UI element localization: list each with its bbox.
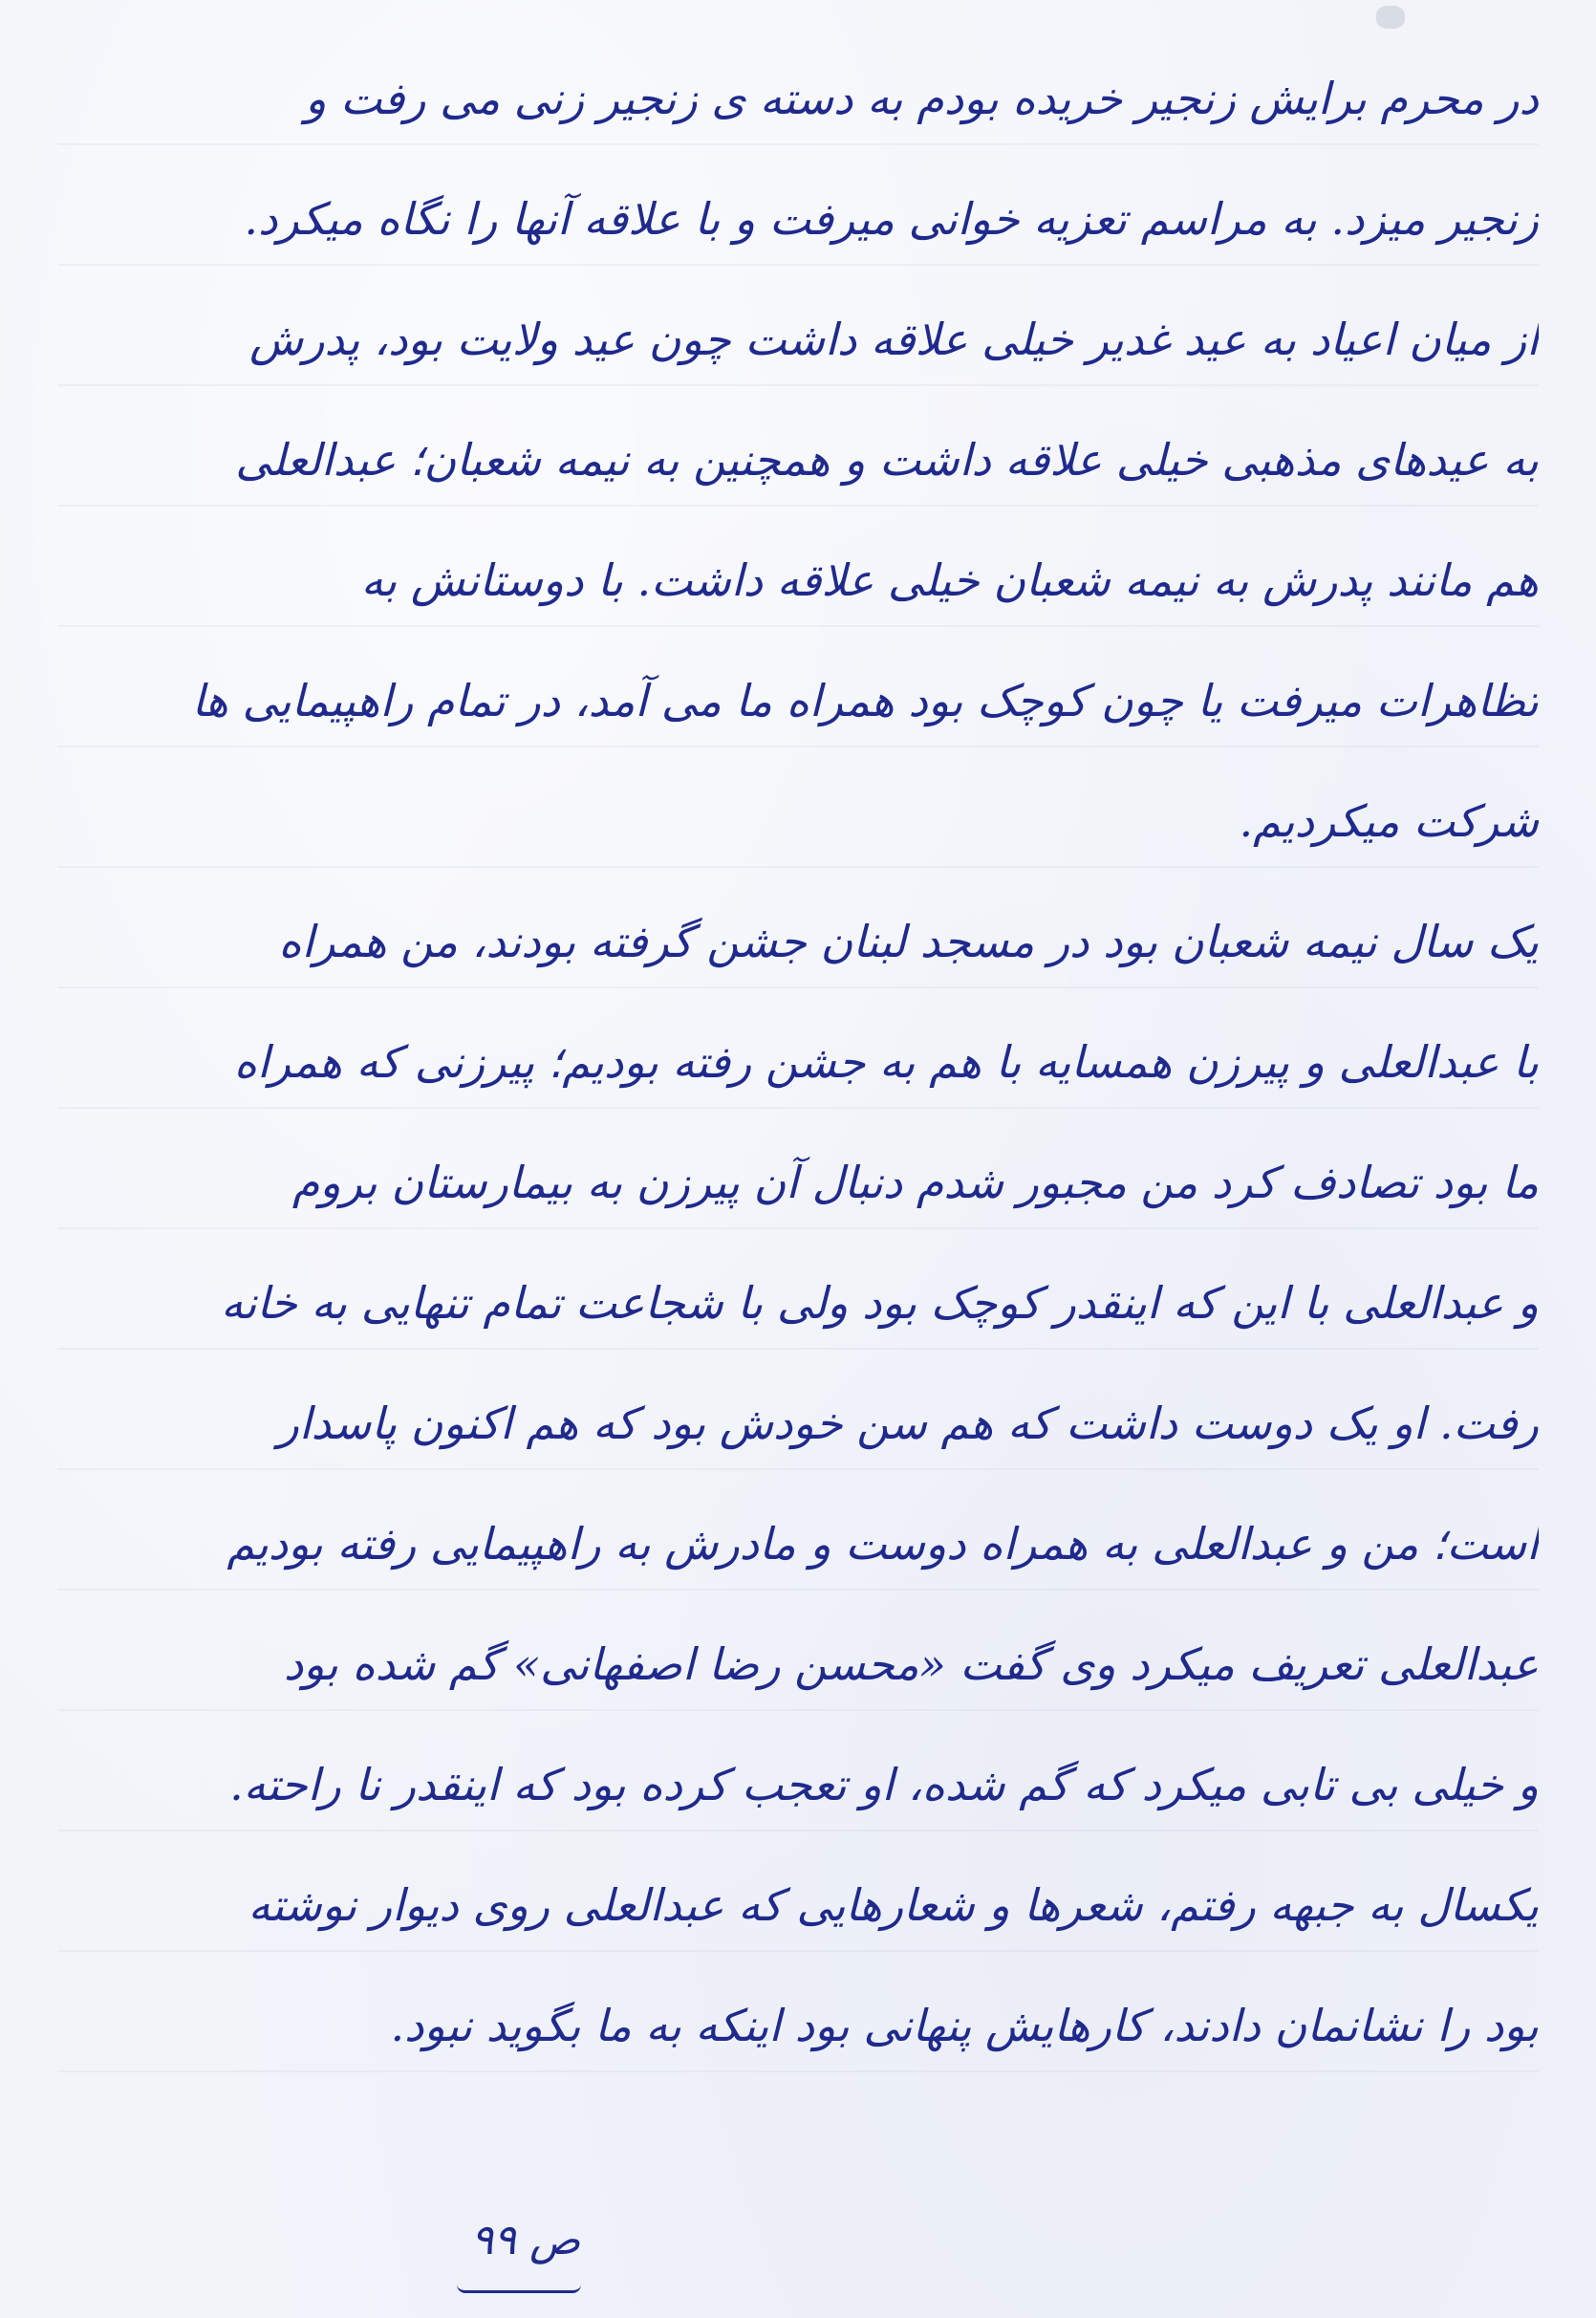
text-line: به عیدهای مذهبی خیلی علاقه داشت و همچنین به نیمه شعبان؛ عبدالعلی xyxy=(235,434,1539,486)
text-line: بود را نشانمان دادند، کارهایش پنهانی بود اینکه به ما بگوید نبود. xyxy=(390,2000,1539,2051)
paper-mark xyxy=(1376,6,1405,29)
text-line: ما بود تصادف کرد من مجبور شدم دنبال آن پیرزن به بیمارستان بروم xyxy=(291,1157,1539,1208)
text-line: و خیلی بی تابی میکرد که گم شده، او تعجب کرده بود که اینقدر نا راحته. xyxy=(229,1759,1539,1810)
text-line: رفت. او یک دوست داشت که هم سن خودش بود که هم اکنون پاسدار xyxy=(277,1397,1539,1449)
text-line: تظاهرات میرفت یا چون کوچک بود همراه ما می آمد، در تمام راهپیمایی ها xyxy=(191,675,1539,726)
text-line: از میان اعیاد به عید غدیر خیلی علاقه داشت چون عید ولایت بود، پدرش xyxy=(249,314,1539,365)
text-line: عبدالعلی تعریف میکرد وی گفت «محسن رضا اصفهانی» گم شده بود xyxy=(283,1638,1539,1690)
handwritten-text xyxy=(48,38,1539,2086)
text-line: یکسال به جبهه رفتم، شعرها و شعارهایی که عبدالعلی روی دیوار نوشته xyxy=(248,1879,1539,1931)
text-line: با عبدالعلی و پیرزن همسایه با هم به جشن رفته بودیم؛ پیرزنی که همراه xyxy=(233,1036,1539,1088)
text-line: است؛ من و عبدالعلی به همراه دوست و مادرش به راهپیمایی رفته بودیم xyxy=(226,1518,1539,1570)
text-line: شرکت میکردیم. xyxy=(1239,795,1539,847)
page-number: ص ۹۹ xyxy=(470,2216,581,2264)
text-line: و عبدالعلی با این که اینقدر کوچک بود ولی با شجاعت تمام تنهایی به خانه xyxy=(221,1277,1539,1329)
text-line: یک سال نیمه شعبان بود در مسجد لبنان جشن گرفته بودند، من همراه xyxy=(278,916,1539,967)
text-line: زنجیر میزد. به مراسم تعزیه خوانی میرفت و با علاقه آنها را نگاه میکرد. xyxy=(244,193,1539,245)
page-number-underline xyxy=(457,2285,581,2293)
text-line: در محرم برایش زنجیر خریده بودم به دسته ی زنجیر زنی می رفت و xyxy=(305,73,1539,124)
text-line: هم مانند پدرش به نیمه شعبان خیلی علاقه داشت. با دوستانش به xyxy=(360,554,1539,606)
